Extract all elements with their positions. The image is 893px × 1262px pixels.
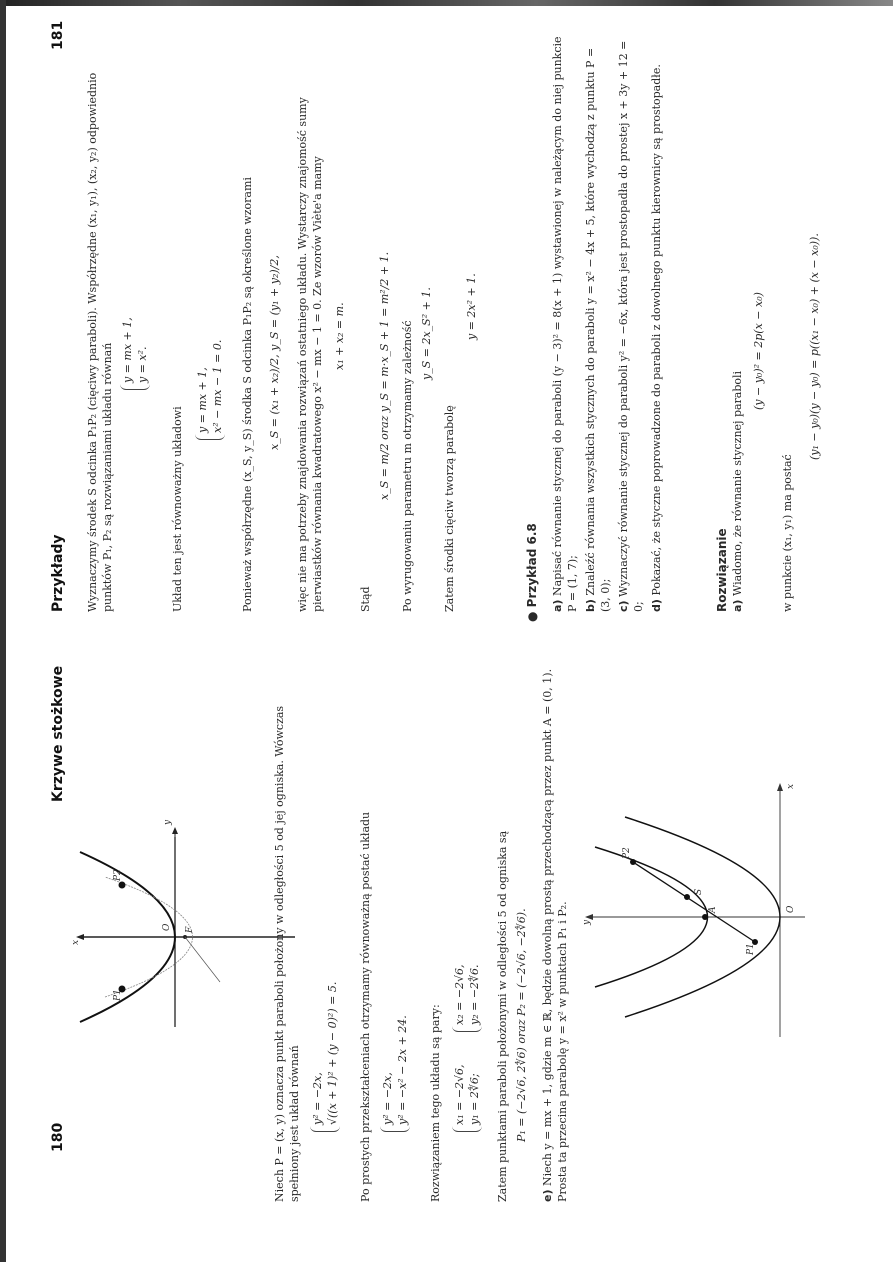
equation-system <box>195 340 225 440</box>
solution-pair-1 <box>452 1064 482 1132</box>
page-number: 181 <box>50 20 66 50</box>
paragraph: Układ ten jest równoważny układowi <box>171 406 184 612</box>
y-axis-label: y <box>582 919 592 925</box>
origin-label: O <box>162 923 172 931</box>
x-axis-label: x <box>71 939 81 945</box>
item-label: a) <box>731 599 744 612</box>
equation: y² = −2x, <box>311 1072 324 1125</box>
paragraph: Zatem środki cięciw tworzą parabolę <box>443 405 456 612</box>
page-180 <box>0 640 893 1262</box>
p1-label: P1 <box>746 943 756 955</box>
equation-system <box>310 982 340 1132</box>
item-text: Niech y = mx + 1, gdzie m ∈ ℝ, będzie dowolną prostą przechodzącą przez punkt A = (0, 1). Prosta ta przecina parabolę y = x² w punktach P₁ i P₂. <box>541 668 569 1202</box>
item-label: b) <box>584 599 597 612</box>
paragraph: Po wyrugowaniu parametru m otrzymamy zależność <box>401 320 414 612</box>
item-label: d) <box>650 599 663 612</box>
equation-system <box>120 317 150 390</box>
origin-label: O <box>786 905 796 913</box>
paragraph: Niech P = (x, y) oznacza punkt paraboli położony w odległości 5 od jej ogniska. Wówczas spełniony jest układ równań <box>273 705 301 1202</box>
equation: y² = −2x, <box>381 1072 394 1125</box>
running-head: Przykłady <box>50 534 66 612</box>
example-item-a <box>550 32 580 612</box>
equation: y = x². <box>136 346 149 383</box>
item-text: Pokazać, że styczne poprowadzone do paraboli z dowolnego punktu kierownicy są prostopadłe. <box>650 64 663 596</box>
y-axis-label: y <box>163 819 173 825</box>
parabola-focus-figure <box>70 817 300 1037</box>
equation: x₂ = −2√6, <box>453 964 466 1025</box>
example-item-c <box>616 32 646 612</box>
paragraph: w punkcie (x₁, y₁) ma postać <box>781 454 794 612</box>
paragraph: Stąd <box>359 586 372 612</box>
equation: y_S = 2x_S² + 1. <box>420 287 433 380</box>
example-title-text: Przykład 6.8 <box>525 523 539 608</box>
item-label: a) <box>551 599 564 612</box>
paragraph: więc nie ma potrzeby znajdowania rozwiązań ostatniego układu. Wystarczy znajomość sumy pierwiastków równania kwadratowego x² − mx − 1 = 0. Ze wzorów Viète'a mamy <box>296 97 324 612</box>
equation: y² = −x² − 2x + 24. <box>396 1015 409 1125</box>
equation: x₁ = −2√6, <box>453 1064 466 1125</box>
equation: y₂ = −2∜6. <box>468 964 481 1025</box>
example-item-d <box>649 32 664 612</box>
paragraph: Po prostych przekształceniach otrzymamy równoważną postać układu <box>359 811 372 1202</box>
paragraph: Wyznaczymy środek S odcinka P₁P₂ (cięciwy paraboli). Współrzędne (x₁, y₁), (x₂, y₂) odpowiednio punktów P₁, P₂ są rozwiązaniami układu równań <box>86 72 114 612</box>
equation: y₁ = 2∜6; <box>468 1073 481 1125</box>
equation: y = mx + 1, <box>121 317 134 383</box>
parabola-chords-figure <box>575 777 815 1047</box>
item-text: Znaleźć równania wszystkich stycznych do paraboli y = x² − 4x + 5, które wychodzą z punktu P = (3, 0); <box>584 47 612 612</box>
s-label: S <box>694 888 704 895</box>
solution-pair-2 <box>452 964 482 1032</box>
paragraph: Zatem punktami paraboli położonymi w odległości 5 od ogniska są <box>496 830 509 1202</box>
p2-label: P2 <box>622 847 632 859</box>
example-item-b <box>583 32 613 612</box>
equation: x₁ + x₂ = m. <box>333 302 346 370</box>
solution-a <box>730 32 745 612</box>
equation: √((x + 1)² + (y − 0)²) = 5. <box>326 981 339 1125</box>
p1-label: P1 <box>113 989 123 1001</box>
equation: y = 2x² + 1. <box>465 273 478 340</box>
paragraph: Rozwiązaniem tego układu są pary: <box>429 1004 442 1202</box>
example-title: ● Przykład 6.8 <box>525 523 539 622</box>
item-text: Wyznaczyć równanie stycznej do paraboli y² = −6x, która jest prostopadła do prostej x + 3y + 12 = 0; <box>617 40 645 612</box>
item-text: Wiadomo, że równanie stycznej paraboli <box>731 370 744 597</box>
paragraph: Ponieważ współrzędne (x_S, y_S) środka S odcinka P₁P₂ są określone wzorami <box>241 177 254 612</box>
item-e <box>540 662 570 1202</box>
a-label: A <box>708 906 718 913</box>
equation: y = mx + 1, <box>196 367 209 433</box>
item-text: Napisać równanie stycznej do paraboli (y − 3)² = 8(x + 1) wystawionej w należącym do niej punkcie P = (1, 7); <box>551 36 579 612</box>
solution-title: Rozwiązanie <box>715 528 729 612</box>
equation-system <box>380 1015 410 1132</box>
equation: x_S = m/2 oraz y_S = m·x_S + 1 = m²/2 + 1. <box>378 251 391 500</box>
x-axis-label: x <box>786 783 796 789</box>
page-number: 180 <box>50 1122 66 1152</box>
p2-label: P2 <box>113 869 123 881</box>
equation: (y − y₀)² = 2p(x − x₀) <box>752 292 765 410</box>
equation: x² − mx − 1 = 0. <box>211 339 224 433</box>
equation: P₁ = (−2√6, 2∜6) oraz P₂ = (−2√6, −2∜6). <box>515 908 528 1142</box>
equation: (y₁ − y₀)(y − y₀) = p((x₁ − x₀) + (x − x₀)). <box>808 233 821 460</box>
running-head: Krzywe stożkowe <box>50 665 66 802</box>
equation: x_S = (x₁ + x₂)/2, y_S = (y₁ + y₂)/2, <box>268 255 281 450</box>
focus-label: F <box>185 926 195 933</box>
item-label: c) <box>617 600 630 612</box>
item-label: e) <box>541 1189 554 1202</box>
